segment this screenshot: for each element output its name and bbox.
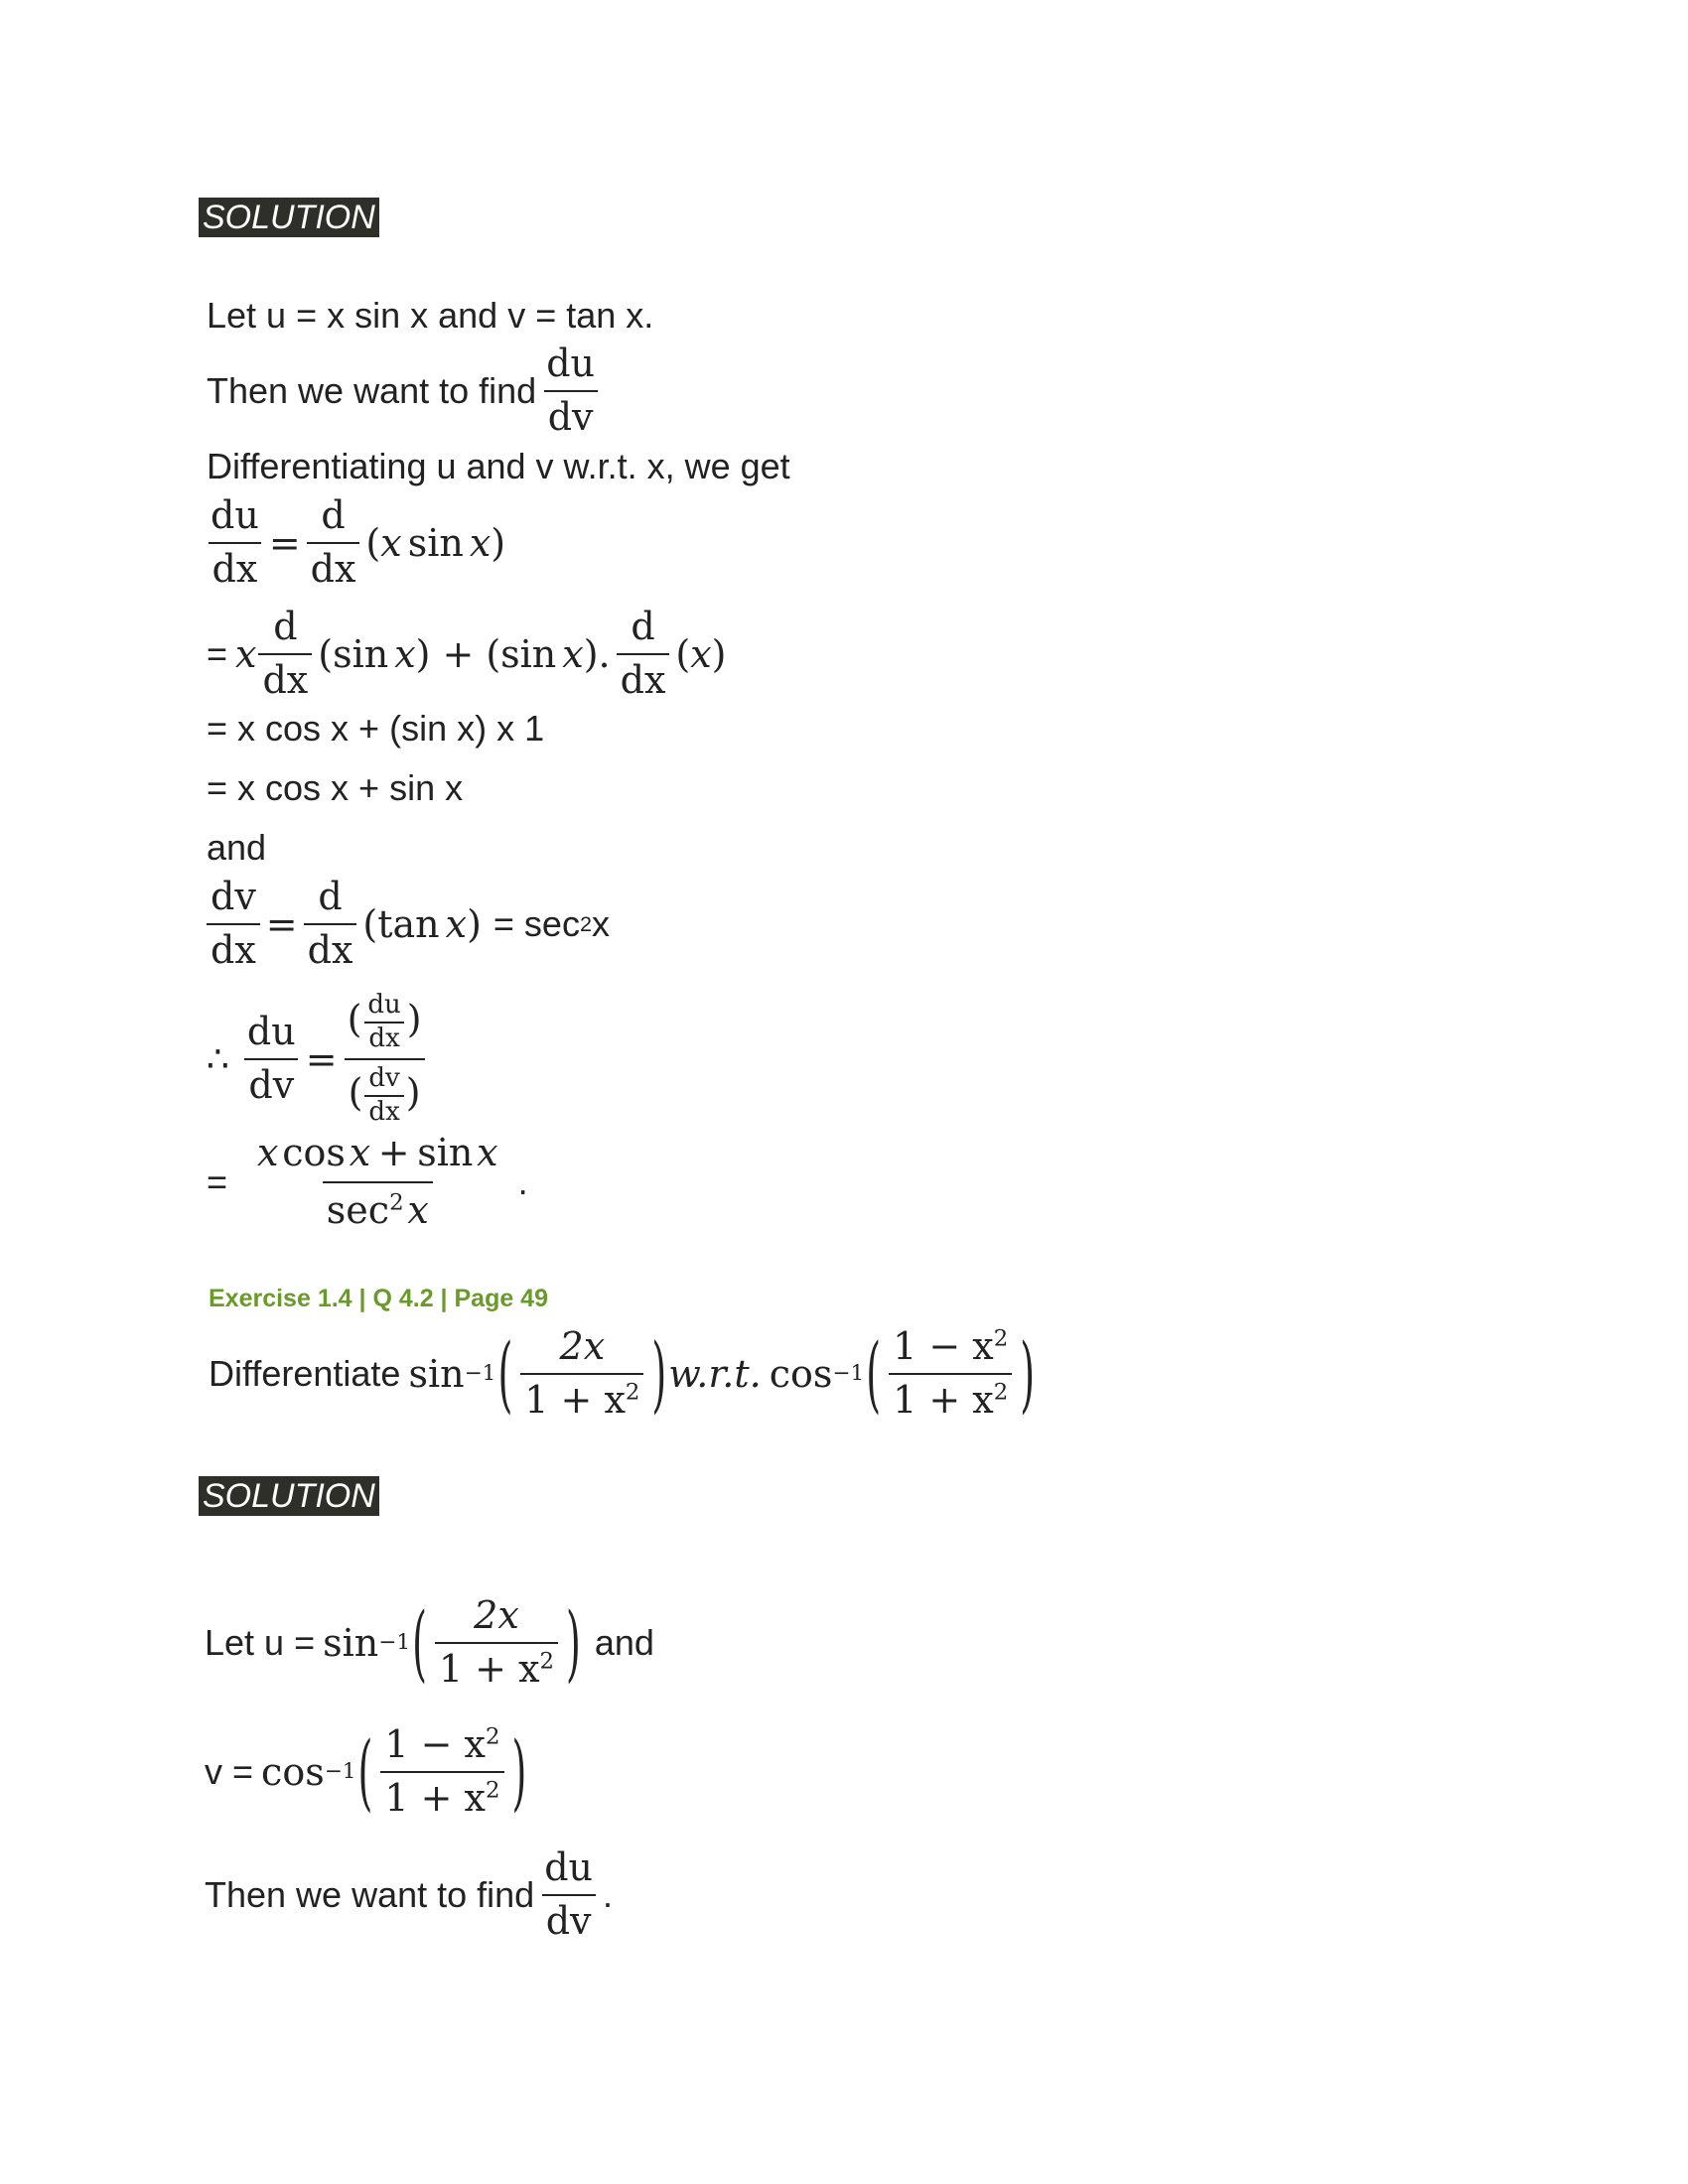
frac-den: dx: [364, 1095, 403, 1128]
solution-badge: SOLUTION: [199, 198, 379, 237]
d-dx-fraction: [304, 876, 357, 972]
then-find-line: [207, 342, 605, 439]
fn-cos: cos: [282, 1131, 346, 1174]
frac-den: dv: [244, 1058, 298, 1108]
dv-dx-fraction: [207, 876, 260, 972]
d-dx-fraction: [258, 606, 312, 702]
step-b: = x cos x + sin x: [207, 767, 464, 808]
step-a: = x cos x + (sin x) x 1: [207, 708, 545, 749]
var-x: x: [380, 520, 402, 565]
frac-num: du: [211, 493, 259, 537]
sec-text: = sec: [492, 902, 580, 944]
frac-den: $1 + x^2$: [889, 1373, 1012, 1423]
equals-sign: =: [207, 1160, 228, 1202]
frac-num: dv: [211, 875, 256, 918]
dot: .: [517, 1160, 528, 1202]
solution-badge-2: SOLUTION: [199, 1476, 379, 1516]
fn-sec: sec: [326, 1187, 390, 1232]
superscript-2: 2: [389, 1189, 404, 1216]
frac-den: dx: [258, 653, 312, 703]
compound-num: ( $\frac{du}{dx}$ ): [347, 990, 422, 1053]
d-dx-fraction: [617, 606, 670, 702]
fn-sin: sin: [333, 631, 389, 676]
frac-den: dx: [307, 542, 360, 592]
var-x: x: [562, 631, 584, 676]
then-text: Then we want to find: [205, 1873, 535, 1915]
frac-num: d: [631, 605, 655, 648]
fn-sin: sin: [500, 631, 557, 676]
and-text: and: [207, 827, 267, 868]
frac-num: 2x: [474, 1593, 519, 1637]
frac-num: $1 - x^2$: [893, 1324, 1009, 1368]
var-x: x: [477, 1131, 498, 1174]
differentiating-line: Differentiating u and v w.r.t. x, we get: [207, 446, 790, 486]
var-x: x: [469, 520, 492, 565]
frac-den: dv: [542, 1894, 596, 1944]
let-u-line: Let u = sin −1 ( $\frac{2x}{1 + x^2}$ ) and: [205, 1593, 654, 1692]
frac-num: du: [544, 1845, 594, 1889]
plus-sign: +: [377, 1131, 410, 1174]
frac-den: dv: [544, 390, 598, 440]
plus-sign: +: [442, 631, 475, 676]
exercise-reference[interactable]: Exercise 1.4 | Q 4.2 | Page 49: [209, 1285, 548, 1312]
fn-sin: sin: [408, 1351, 465, 1396]
compound-fraction: [344, 991, 426, 1128]
frac-num: dv: [368, 1062, 400, 1093]
equals-sign: =: [265, 901, 298, 946]
v-prefix: v =: [205, 1750, 254, 1792]
fn-sin: sin: [417, 1131, 474, 1174]
equals-sign: =: [305, 1036, 338, 1081]
product-rule-line: = x $\frac{d}{dx}$ ( sin x ) + ( sin x ) . $\frac{d}{dx}$ ( x ): [207, 605, 727, 702]
frac-den: dx: [364, 1022, 403, 1054]
d-dx-fraction: [307, 494, 360, 591]
two-x-over-fraction: [435, 1594, 558, 1691]
wrt-text: w.r.t.: [668, 1351, 762, 1396]
var-x: x: [235, 631, 257, 676]
var-x: x: [394, 631, 416, 676]
frac-den: dx: [304, 923, 357, 973]
compound-den: ( $\frac{dv}{dx}$ ): [345, 1058, 425, 1128]
fn-cos: cos: [261, 1749, 325, 1794]
final-denominator: [323, 1181, 433, 1233]
du-dv-fraction: [542, 342, 599, 439]
frac-num: d: [318, 875, 343, 918]
frac-num: $1 - x^2$: [384, 1722, 500, 1766]
exercise-question: Differentiate sin −1 ( $\frac{2x}{1 + x^2}$ ) w.r.t. cos −1 ( $\frac{1 - x^2}{1 + x^2}$ ): [209, 1324, 1036, 1423]
frac-num: d: [321, 493, 346, 537]
superscript-inverse: −1: [324, 1758, 356, 1784]
two-x-over-fraction: [520, 1325, 643, 1422]
equals-sign: =: [268, 520, 301, 565]
therefore-equation: [207, 991, 432, 1128]
let-statement: Let u = x sin x and v = tan x.: [207, 295, 654, 336]
one-minus-fraction: [380, 1723, 503, 1820]
one-minus-fraction: [889, 1325, 1012, 1422]
therefore-symbol: ∴: [207, 1037, 229, 1079]
equals-sign: =: [207, 632, 228, 674]
sec-tail: x: [591, 902, 610, 944]
dot: .: [598, 631, 611, 676]
frac-num: du: [546, 341, 596, 385]
superscript-inverse: −1: [464, 1360, 496, 1386]
var-x: x: [690, 631, 712, 676]
final-result: [207, 1132, 528, 1232]
question-prefix: Differentiate: [209, 1352, 401, 1394]
frac-den: $1 + x^2$: [380, 1771, 503, 1821]
and-text: and: [594, 1621, 654, 1663]
superscript-inverse: −1: [832, 1360, 865, 1386]
du-dx-fraction: [207, 494, 263, 591]
fn-sin: sin: [323, 1620, 379, 1665]
frac-den: dx: [209, 542, 262, 592]
frac-den: $1 + x^2$: [520, 1373, 643, 1423]
var-x: x: [349, 1131, 371, 1174]
fn-tan: tan: [377, 901, 440, 946]
then-text: Then we want to find: [207, 369, 537, 411]
dv-dx-equation: $\frac{dv}{dx}$ = $\frac{d}{dx}$ ( tan x ) = sec 2 x: [207, 876, 610, 972]
fn-cos: cos: [769, 1351, 833, 1396]
frac-num: du: [367, 990, 401, 1020]
final-fraction: [243, 1132, 512, 1232]
fn-sin: sin: [407, 520, 464, 565]
du-dx-equation: $\frac{du}{dx}$ = $\frac{d}{dx}$ ( x sin x ): [207, 494, 505, 591]
then-find-line-2: [205, 1846, 613, 1943]
frac-den: dx: [617, 653, 670, 703]
superscript-inverse: −1: [378, 1629, 411, 1655]
du-dv-fraction: [540, 1846, 597, 1943]
var-x: x: [407, 1187, 429, 1232]
frac-num: du: [246, 1010, 296, 1054]
final-numerator: [243, 1132, 512, 1181]
frac-num: d: [273, 605, 298, 648]
var-x: x: [445, 901, 468, 946]
let-prefix: Let u =: [205, 1621, 316, 1663]
var-x: x: [257, 1131, 279, 1174]
frac-den: dx: [207, 923, 260, 973]
frac-den: $1 + x^2$: [435, 1642, 558, 1692]
dot: .: [603, 1873, 614, 1915]
superscript-2: 2: [579, 910, 592, 936]
v-line: v = cos −1 ( $\frac{1 - x^2}{1 + x^2}$ ): [205, 1722, 527, 1821]
du-dv-fraction: [243, 1011, 300, 1107]
frac-num: 2x: [559, 1324, 606, 1368]
